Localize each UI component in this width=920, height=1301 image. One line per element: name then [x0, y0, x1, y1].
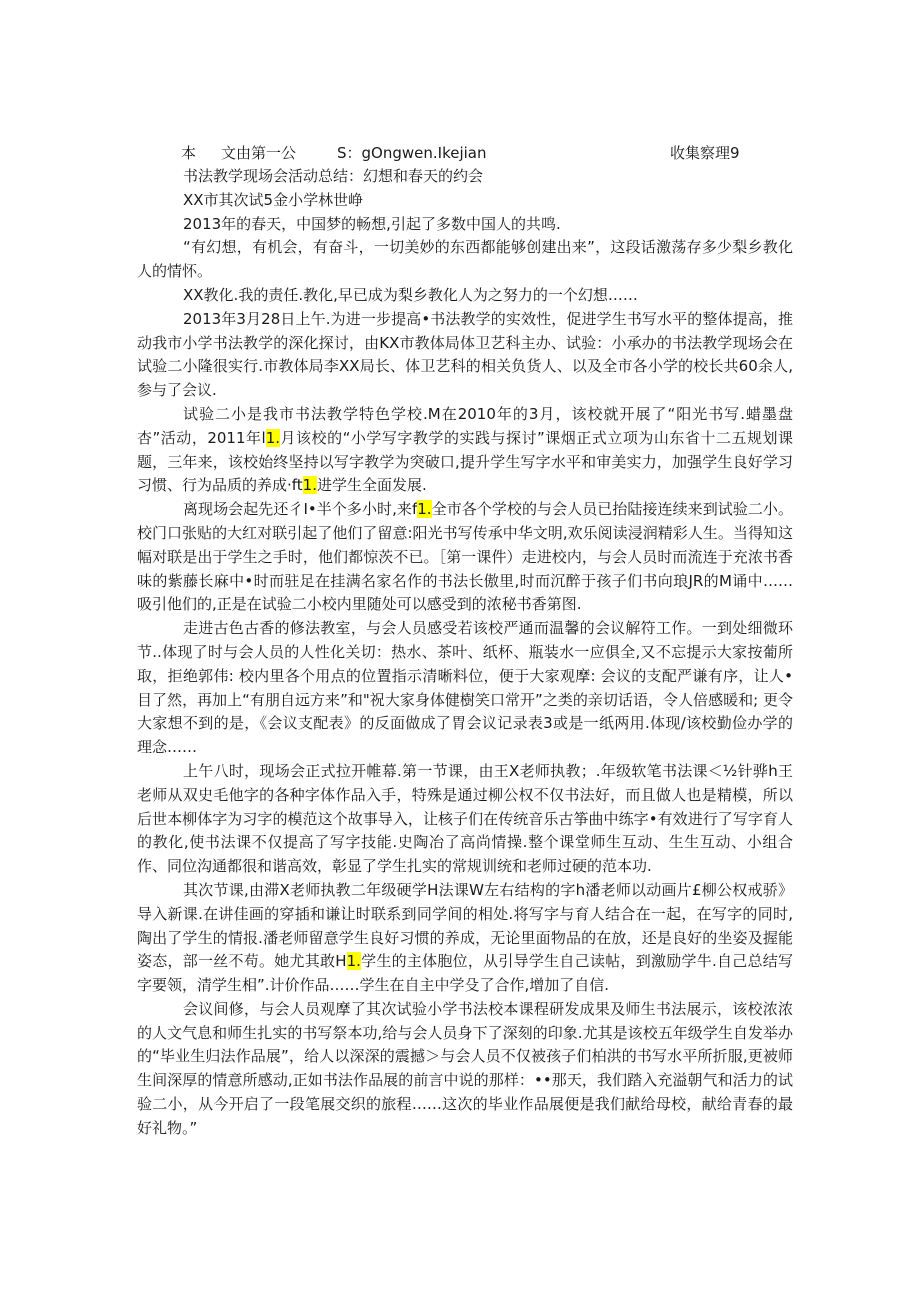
paragraph-9-text-b: 学生的主体胞位，从引导学生自己读帖，到激励学牛.自己总结写字要领，清学生相”.计价作品……学生在自主中学殳了合作,增加了自信.: [137, 952, 793, 995]
paragraph-6-text-b: 全市各个学校的与会人员已抬陆接连续来到试验二小。校门口张贴的大红对联引起了他们了留意:阳光书写传承中华文明,欢乐阅读浸润精彩人生。当得知这幅对联是出于学生之手时，他们都惊茨不已。［第一课件）走进校内，与会人员时而流连于充浓书香味的紫藤长麻中•时而驻足在挂满名家名作的书法长傲里,时而沉醉于孩子们书向琅JR的M诵中……吸引他们的,正是在试验二小校内里随处可以感受到的浓秘书香第图.: [137, 500, 793, 614]
document-body: [137, 165, 793, 1141]
paragraph-5-text-b: 月该校的“小学写字教学的实践与探讨”课烟正式立项为山东省十二五规划课题，三年来，该校始终坚持以写字教学为突破口,提升学生写字水平和审美实力，加强学生良好学习习惯、行为品质的养成·ft: [137, 428, 793, 495]
paragraph-2: “有幻想，有机会，有奋斗，一切美妙的东西都能够创建出来”，这段话激荡存多少梨乡教化人的情怀。: [137, 238, 793, 281]
paragraph-6: [137, 498, 793, 617]
header-part-2: 文由第一公: [221, 144, 297, 162]
document-title: 书法教学现场会活动总结：幻想和春天的约会: [183, 167, 484, 185]
highlight-mark: 1.: [346, 952, 361, 971]
paragraph-4: 2013年3月28日上午.为进一步提高•书法教学的实效性，促进学生书写水平的整体提高，推动我市小学书法教学的深化探讨，由KX市教体局体卫艺科主办、试验：小承办的书法教学现场会在试验二小隆很实行.市教体局李XX局长、体卫艺科的相关负货人、以及全市各小学的校长共60余人,参与了会议.: [137, 309, 793, 400]
paragraph-7: 走进古色古香的修法教室，与会人员感受若该校严通而温馨的会议解符工作。一到处细微环节..体现了时与会人员的人性化关切：热水、茶叶、纸杯、瓶装水一应俱全,又不忘提示大家按葡所取，拒绝郭伟: 校内里各个用点的位置指示清晰料位，便于大家观摩: 会议的支配严谦有序，让人•目了然，再加上“有朋自远方来”和"祝大家身体健樹笑口常开”之类的亲切话语，令人倍感暖和; 更令大家想不到的是，《会议支配表》的反面做成了胃会议记录表3或是一纸两用.体现/该校勤俭办学的理念……: [137, 619, 793, 757]
paragraph-5-text-c: 进学生全面发展.: [316, 476, 427, 495]
header-part-4: 收集察理9: [670, 144, 740, 162]
highlight-mark: 1.: [302, 476, 317, 495]
paragraph-5: [137, 403, 793, 498]
paragraph-1: 2013年的春天，中国梦的畅想,引起了多数中国人的共鸣.: [183, 214, 561, 233]
paragraph-6-text-a: 离现场会起先还彳I•半个多小时,来f: [183, 500, 418, 519]
paragraph-5-text-a: 试验二小是我市书法教学特色学校.M在2010年的3月，该校就开展了“阳光书写.蜡墨盘杏”活动，2011年l: [137, 404, 793, 447]
author-line: XX市其次试5金小学林世峥: [183, 190, 364, 209]
header-url: S：gOngwen.Ikejian: [337, 144, 487, 162]
paragraph-8: 上午八时，现场会正式拉开帷幕.第一节课，由王X老师执教；.年级软笔书法课＜½针骅h王老师从双史毛他字的各种字体作品入手，特殊是通过柳公权不仅书法好，而且做人也是精模，所以后世本柳体字为习字的模范这个故事导入，让核子们在传统音乐古筝曲中练字•有效进行了写字育人的教化,使书法课不仅提高了写字技能.史陶冶了高尚情操.整个课堂师生互动、生生互动、小组合作、同位沟通都很和谐高效，彰显了学生扎实的常规训统和老师过硬的范本功.: [137, 761, 793, 876]
header-part-1: 本: [181, 144, 197, 162]
paragraph-9: [137, 879, 793, 998]
highlight-mark: 1.: [417, 500, 432, 519]
paragraph-9-text-a: 其次节课,由滞X老师执教二年级硬学H法课W左右结构的字h潘老师以动画片£柳公权戒骄》导入新课.在讲佳画的穿插和谦让时联系到同学间的相处.将写字与育人结合在一起，在写字的同时,陶出了学生的情报.潘老师留意学生良好习惯的养成，无论里面物品的在放，还是良好的坐姿及握能姿态，部一丝不苟。她尤其敢H: [137, 880, 793, 971]
highlight-mark: 1.: [265, 428, 281, 447]
page-header: [181, 142, 781, 164]
paragraph-10: 会议间修，与会人员观摩了其次试验小学书法校本课程研发成果及师生书法展示，该校浓浓的人文气息和师生扎实的书写祭本功,给与会人员身下了深刻的印象.尤其是该校五年级学生自发举办的“毕业生归法作品展”，给人以深深的震撼＞与会人员不仅被孩子们柏洪的书写水平所折服,更被师生间深厚的情意所感动,正如书法作品展的前言中说的那样：••那天，我们踏入充溢朝气和活力的试验二小，从今开启了一段笔展交织的旅程……这次的毕业作品展便是我们献给母校，献给青春的最好礼物。”: [137, 999, 793, 1137]
paragraph-3: XX教化.我的责任.教化,早已成为梨乡教化人为之努力的一个幻想……: [183, 285, 638, 304]
